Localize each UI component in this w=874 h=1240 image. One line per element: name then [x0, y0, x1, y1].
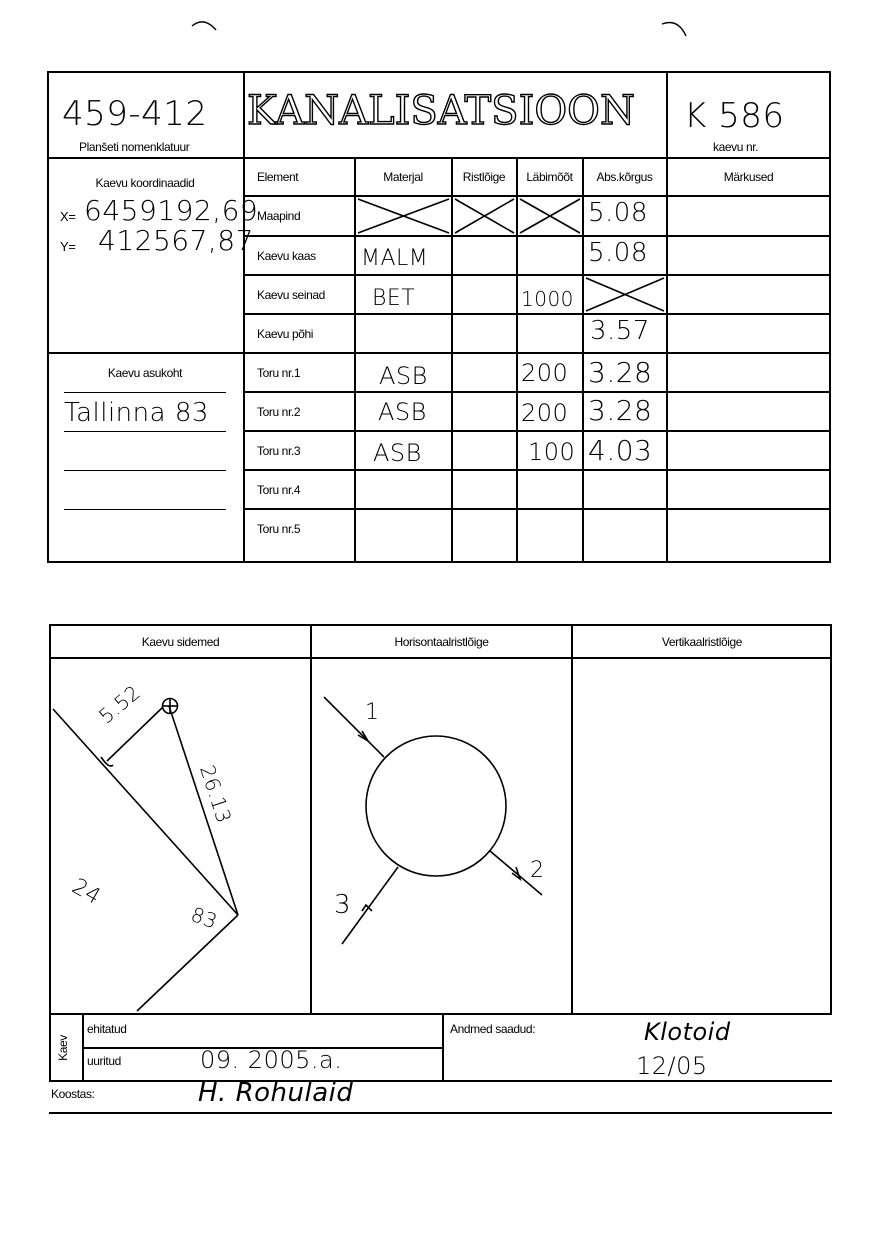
column-header-element: Element [257, 170, 299, 184]
ties-neighbor-number: 24 [67, 874, 106, 911]
built-label: ehitatud [87, 1022, 127, 1036]
row-label-toru-3: Toru nr.3 [257, 444, 301, 458]
ties-distance-a: 5.52 [94, 680, 146, 729]
cell-kaas-elevation: 5.08 [588, 238, 648, 268]
surveyed-value: 09. 2005.a. [200, 1046, 343, 1074]
coordinates-label: Kaevu koordinaadid [95, 176, 195, 190]
cross-out-maapind-section [453, 197, 516, 235]
row-label-toru-2: Toru nr.2 [257, 405, 301, 419]
cell-toru2-elevation: 3.28 [588, 394, 653, 427]
pipe-number-3: 3 [334, 890, 352, 920]
data-received-date: 12/05 [636, 1052, 708, 1080]
cell-toru3-material: ASB [373, 439, 422, 467]
row-label-maapind: Maapind [257, 209, 301, 223]
row-label-toru-5: Toru nr.5 [257, 522, 301, 536]
cell-maapind-elevation: 5.08 [588, 198, 648, 228]
cell-toru2-material: ASB [378, 398, 427, 426]
cell-toru1-material: ASB [379, 362, 428, 390]
data-received-value: Klotoid [644, 1018, 731, 1046]
cross-out-maapind-diameter [518, 197, 582, 235]
punch-hole-mark-left [190, 16, 220, 46]
column-header-notes: Märkused [723, 170, 774, 184]
column-header-elevation: Abs.kõrgus [596, 170, 653, 184]
nomenclature-label: Planšeti nomenklatuur [79, 140, 190, 154]
well-number-label: kaevu nr. [713, 140, 759, 154]
horizontal-section-label: Horisontaalristlõige [394, 635, 489, 649]
row-label-toru-4: Toru nr.4 [257, 483, 301, 497]
compiled-label: Koostas: [51, 1087, 95, 1101]
pipe-number-1: 1 [365, 700, 380, 725]
pipe-number-2: 2 [530, 858, 545, 883]
row-label-kaevu-kaas: Kaevu kaas [257, 249, 316, 263]
cell-toru1-diameter: 200 [521, 359, 569, 387]
cell-toru1-elevation: 3.28 [588, 356, 653, 389]
cell-toru3-elevation: 4.03 [588, 434, 653, 467]
column-header-section: Ristlõige [462, 170, 506, 184]
row-label-toru-1: Toru nr.1 [257, 366, 301, 380]
page-title: KANALISATSIOON [247, 88, 635, 134]
cell-kaas-material: MALM [361, 246, 429, 271]
footer-side-label: Kaev [56, 1035, 70, 1061]
y-coordinate-value: 412567,87 [98, 224, 254, 257]
column-header-diameter: Läbimõõt [526, 170, 573, 184]
cell-seinad-material: BET [372, 286, 416, 311]
cross-out-maapind-material [356, 197, 451, 235]
ties-distance-b: 26.13 [195, 762, 237, 827]
nomenclature-value: 459-412 [62, 94, 208, 134]
horizontal-section-sketch [312, 659, 571, 1013]
column-header-material: Materjal [383, 170, 423, 184]
ties-panel-label: Kaevu sidemed [141, 635, 220, 649]
cell-pohi-elevation: 3.57 [590, 316, 650, 346]
row-label-kaevu-pohi: Kaevu põhi [257, 327, 314, 341]
well-number-value: K 586 [684, 96, 785, 136]
punch-hole-mark-right [660, 16, 690, 46]
ties-sketch [51, 659, 310, 1013]
cross-out-walls-elevation [584, 276, 666, 313]
location-label: Kaevu asukoht [107, 366, 183, 380]
x-prefix: X= [60, 209, 76, 224]
x-coordinate-value: 6459192,69 [84, 194, 259, 227]
cell-toru2-diameter: 200 [521, 399, 569, 427]
row-label-kaevu-seinad: Kaevu seinad [257, 288, 325, 302]
data-received-label: Andmed saadud: [450, 1022, 536, 1036]
surveyed-label: uuritud [87, 1054, 121, 1068]
y-prefix: Y= [60, 239, 76, 254]
location-value: Tallinna 83 [64, 398, 209, 428]
vertical-section-label: Vertikaalristlõige [661, 635, 743, 649]
cell-toru3-diameter: 100 [528, 438, 576, 466]
cell-seinad-diameter: 1000 [521, 287, 574, 311]
compiled-value: H. Rohulaid [198, 1078, 354, 1108]
ties-house-number: 83 [187, 902, 221, 934]
